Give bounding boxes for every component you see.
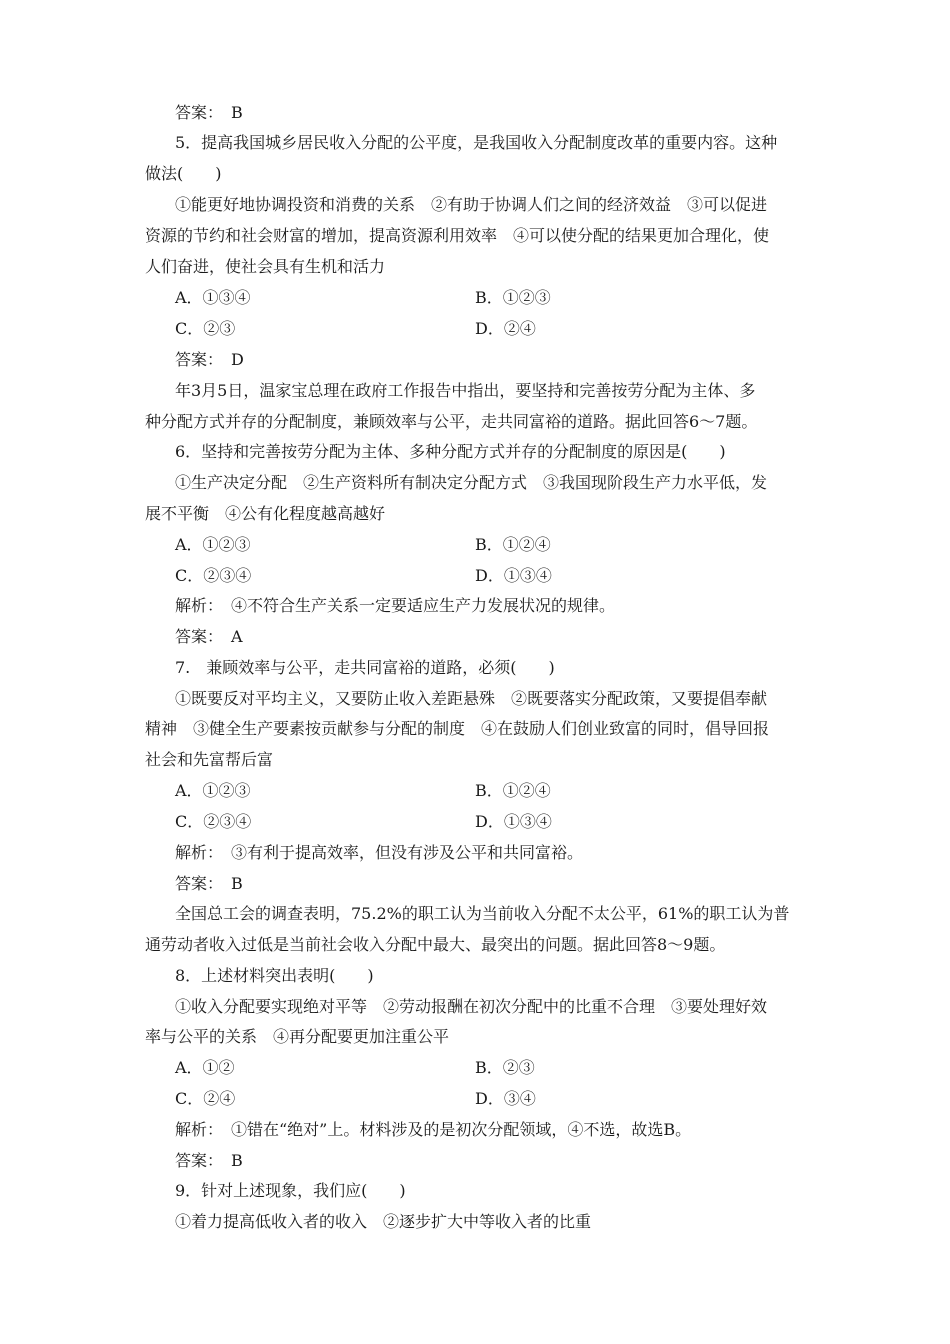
analysis-line: 解析： ③有利于提高效率，但没有涉及公平和共同富裕。 (175, 843, 584, 862)
option-b: B．①②③ (475, 288, 551, 307)
question-5-items: ①能更好地协调投资和消费的关系 ②有助于协调人们之间的经济效益 ③可以促进 (175, 195, 768, 214)
answer-line: 答案： D (175, 350, 244, 369)
question-6-stem: 6．坚持和完善按劳分配为主体、多种分配方式并存的分配制度的原因是( ) (175, 442, 726, 461)
question-6-items: ①生产决定分配 ②生产资料所有制决定分配方式 ③我国现阶段生产力水平低，发 (175, 473, 768, 492)
question-6-items-cont: 展不平衡 ④公有化程度越高越好 (145, 504, 386, 523)
option-a: A．①②③ (175, 535, 251, 554)
question-7-items-cont: 精神 ③健全生产要素按贡献参与分配的制度 ④在鼓励人们创业致富的同时，倡导回报 (145, 719, 770, 738)
option-c: C．②③④ (175, 566, 252, 585)
option-d: D．③④ (475, 1089, 536, 1108)
question-9-items: ①着力提高低收入者的收入 ②逐步扩大中等收入者的比重 (175, 1212, 592, 1231)
question-5-items-cont: 人们奋进，使社会具有生机和活力 (145, 257, 386, 276)
answer-line: 答案： B (175, 1151, 243, 1170)
option-b: B．②③ (475, 1058, 535, 1077)
question-5-stem: 5．提高我国城乡居民收入分配的公平度，是我国收入分配制度改革的重要内容。这种 (175, 133, 778, 152)
option-d: D．①③④ (475, 812, 552, 831)
option-a: A．①③④ (175, 288, 251, 307)
material-text-cont: 通劳动者收入过低是当前社会收入分配中最大、最突出的问题。据此回答8～9题。 (145, 935, 726, 954)
option-c: C．②③ (175, 319, 236, 338)
material-text: 年3月5日，温家宝总理在政府工作报告中指出，要坚持和完善按劳分配为主体、多 (175, 381, 756, 400)
option-a: A．①② (175, 1058, 235, 1077)
answer-line: 答案： B (175, 103, 243, 122)
question-5-items-cont: 资源的节约和社会财富的增加，提高资源利用效率 ④可以使分配的结果更加合理化，使 (145, 226, 770, 245)
answer-line: 答案： B (175, 874, 243, 893)
option-d: D．①③④ (475, 566, 552, 585)
question-7-items-cont: 社会和先富帮后富 (145, 750, 274, 769)
question-8-items-cont: 率与公平的关系 ④再分配要更加注重公平 (145, 1027, 450, 1046)
analysis-line: 解析： ④不符合生产关系一定要适应生产力发展状况的规律。 (175, 596, 616, 615)
question-7-stem: 7. 兼顾效率与公平，走共同富裕的道路，必须( ) (175, 658, 555, 677)
option-b: B．①②④ (475, 535, 551, 554)
analysis-line: 解析： ①错在“绝对”上。材料涉及的是初次分配领域，④不选，故选B。 (175, 1120, 692, 1139)
material-text-cont: 种分配方式并存的分配制度，兼顾效率与公平，走共同富裕的道路。据此回答6～7题。 (145, 412, 758, 431)
question-7-items: ①既要反对平均主义，又要防止收入差距悬殊 ②既要落实分配政策，又要提倡奉献 (175, 689, 768, 708)
option-a: A．①②③ (175, 781, 251, 800)
option-c: C．②④ (175, 1089, 236, 1108)
question-8-items: ①收入分配要实现绝对平等 ②劳动报酬在初次分配中的比重不合理 ③要处理好效 (175, 997, 768, 1016)
answer-line: 答案： A (175, 627, 243, 646)
question-9-stem: 9．针对上述现象，我们应( ) (175, 1181, 406, 1200)
option-b: B．①②④ (475, 781, 551, 800)
option-d: D．②④ (475, 319, 536, 338)
material-text: 全国总工会的调查表明，75.2%的职工认为当前收入分配不太公平，61%的职工认为普 (175, 904, 790, 923)
question-5-stem-cont: 做法( ) (145, 164, 222, 183)
question-8-stem: 8．上述材料突出表明( ) (175, 966, 374, 985)
option-c: C．②③④ (175, 812, 252, 831)
